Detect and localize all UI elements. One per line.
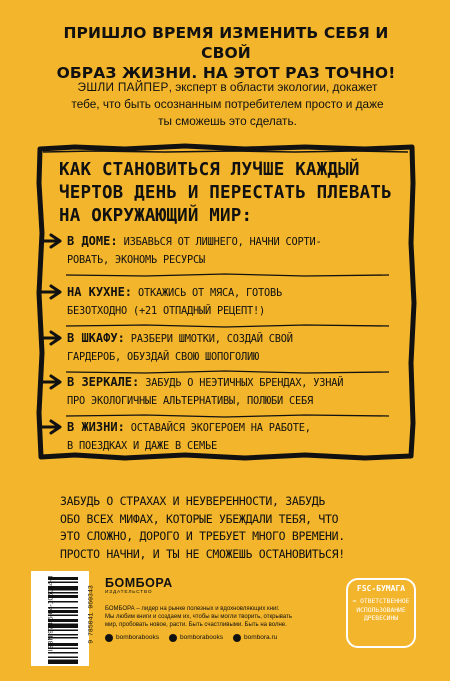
publisher-block xyxy=(105,577,365,642)
vk-icon xyxy=(105,634,113,642)
tip-text: РОВАТЬ, ЭКОНОМЬ РЕСУРСЫ xyxy=(67,254,205,266)
social-handle: bomborabooks xyxy=(180,634,223,641)
social-handle: bomborabooks xyxy=(116,634,159,641)
publisher-text-line: мир, пробовать новое, расти. Быть счастливыми. Быть на волне. xyxy=(105,622,287,628)
social-link-vk[interactable] xyxy=(105,633,159,642)
publisher-text-line: Мы любим книги и создаем их, чтобы вы могли творить, открывать xyxy=(105,614,292,620)
box-title-line-1: КАК СТАНОВИТЬСЯ ЛУЧШЕ КАЖДЫЙ xyxy=(59,160,360,180)
tip-keyword: В ЗЕРКАЛЕ: xyxy=(67,375,140,389)
arrow-right-icon xyxy=(41,330,63,346)
intro-line-3: ты сможешь это сделать. xyxy=(158,114,297,128)
barcode-graphic xyxy=(31,571,89,666)
arrow-right-icon xyxy=(41,233,63,249)
publisher-text-line: БОМБОРА – лидер на рынке полезных и вдохновляющих книг. xyxy=(105,606,280,612)
tip-item-home xyxy=(67,232,389,269)
intro-line-2: тебе, что быть осознанным потребителем просто и даже xyxy=(71,97,384,111)
publisher-subtitle: ИЗДАТЕЛЬСТВО xyxy=(105,590,153,595)
tip-text: ПРО ЭКОЛОГИЧНЫЕ АЛЬТЕРНАТИВЫ, ПОЛЮБИ СЕБЯ xyxy=(67,395,313,407)
box-title xyxy=(59,159,399,228)
website-url: bombora.ru xyxy=(244,634,278,641)
separator-line xyxy=(65,272,390,278)
headline xyxy=(36,23,416,83)
tip-keyword: В ДОМЕ: xyxy=(67,234,118,248)
barcode-number: 9 785041 060343 xyxy=(87,585,95,644)
outro-line: ПРОСТО НАЧНИ, И ТЫ НЕ СМОЖЕШЬ ОСТАНОВИТЬСЯ! xyxy=(60,546,345,561)
tip-item-kitchen xyxy=(67,283,389,320)
publisher-social xyxy=(105,633,365,642)
tip-text: ГАРДЕРОБ, ОБУЗДАЙ СВОЮ ШОПОГОЛИЮ xyxy=(67,351,259,363)
fsc-title: FSC-БУМАГА xyxy=(356,584,406,593)
publisher-description xyxy=(105,605,305,629)
tip-item-wardrobe xyxy=(67,329,389,366)
publisher-logo: БОМБОРА xyxy=(105,576,173,590)
tips-box xyxy=(35,143,417,461)
tip-keyword: НА КУХНЕ: xyxy=(67,285,133,299)
tip-text: БЕЗОТХОДНО (+21 ОТПАДНЫЙ РЕЦЕПТ!) xyxy=(67,305,265,317)
outro-paragraph xyxy=(60,493,405,563)
tip-text: В ПОЕЗДКАХ И ДАЖЕ В СЕМЬЕ xyxy=(67,440,217,452)
isbn-text: ISBN 978-5-04-106034-3 xyxy=(47,575,55,652)
fsc-text-line: ИСПОЛЬЗОВАНИЕ xyxy=(356,606,406,614)
intro-paragraph xyxy=(40,79,415,130)
box-title-line-3: НА ОКРУЖАЮЩИЙ МИР: xyxy=(59,206,253,226)
fsc-text-line: = ОТВЕТСТВЕННОЕ xyxy=(352,598,410,605)
tip-text: ОТКАЖИСЬ ОТ МЯСА, ГОТОВЬ xyxy=(132,287,283,299)
author-name: ЭШЛИ ПАЙПЕР xyxy=(77,80,169,94)
intro-line-1: , эксперт в области экологии, докажет xyxy=(168,80,378,94)
arrow-right-icon xyxy=(41,419,63,435)
arrow-right-icon xyxy=(41,374,63,390)
tip-text: ИЗБАВЬСЯ ОТ ЛИШНЕГО, НАЧНИ СОРТИ- xyxy=(117,236,322,248)
tip-keyword: В ЖИЗНИ: xyxy=(67,420,125,434)
tip-text: РАЗБЕРИ ШМОТКИ, СОЗДАЙ СВОЙ xyxy=(124,333,293,345)
fsc-description xyxy=(350,598,412,624)
headline-line-2: ОБРАЗ ЖИЗНИ. НА ЭТОТ РАЗ ТОЧНО! xyxy=(56,64,396,82)
outro-line: ЭТО СЛОЖНО, ДОРОГО И ТРЕБУЕТ МНОГО ВРЕМЕНИ. xyxy=(60,529,345,543)
social-link-instagram[interactable] xyxy=(169,633,223,642)
outro-line: ОБО ВСЕХ МИФАХ, КОТОРЫЕ УБЕЖДАЛИ ТЕБЯ, ЧТО xyxy=(60,511,339,526)
tip-keyword: В ШКАФУ: xyxy=(67,331,125,345)
tip-text: ЗАБУДЬ О НЕЭТИЧНЫХ БРЕНДАХ, УЗНАЙ xyxy=(139,377,344,389)
website-link[interactable] xyxy=(233,633,277,642)
tip-item-mirror xyxy=(67,373,389,410)
fsc-text-line: ДРЕВЕСИНЫ xyxy=(363,615,399,622)
headline-line-1: ПРИШЛО ВРЕМЯ ИЗМЕНИТЬ СЕБЯ И СВОЙ xyxy=(63,24,389,62)
arrow-right-icon xyxy=(41,284,63,300)
fsc-badge xyxy=(346,578,416,648)
box-title-line-2: ЧЕРТОВ ДЕНЬ И ПЕРЕСТАТЬ ПЛЕВАТЬ xyxy=(59,183,392,203)
tip-text: ОСТАВАЙСЯ ЭКОГЕРОЕМ НА РАБОТЕ, xyxy=(124,422,311,434)
instagram-icon xyxy=(169,634,177,642)
tip-item-life xyxy=(67,418,389,455)
globe-icon xyxy=(233,634,241,642)
outro-line: ЗАБУДЬ О СТРАХАХ И НЕУВЕРЕННОСТИ, ЗАБУДЬ xyxy=(60,494,325,508)
barcode xyxy=(31,571,95,666)
